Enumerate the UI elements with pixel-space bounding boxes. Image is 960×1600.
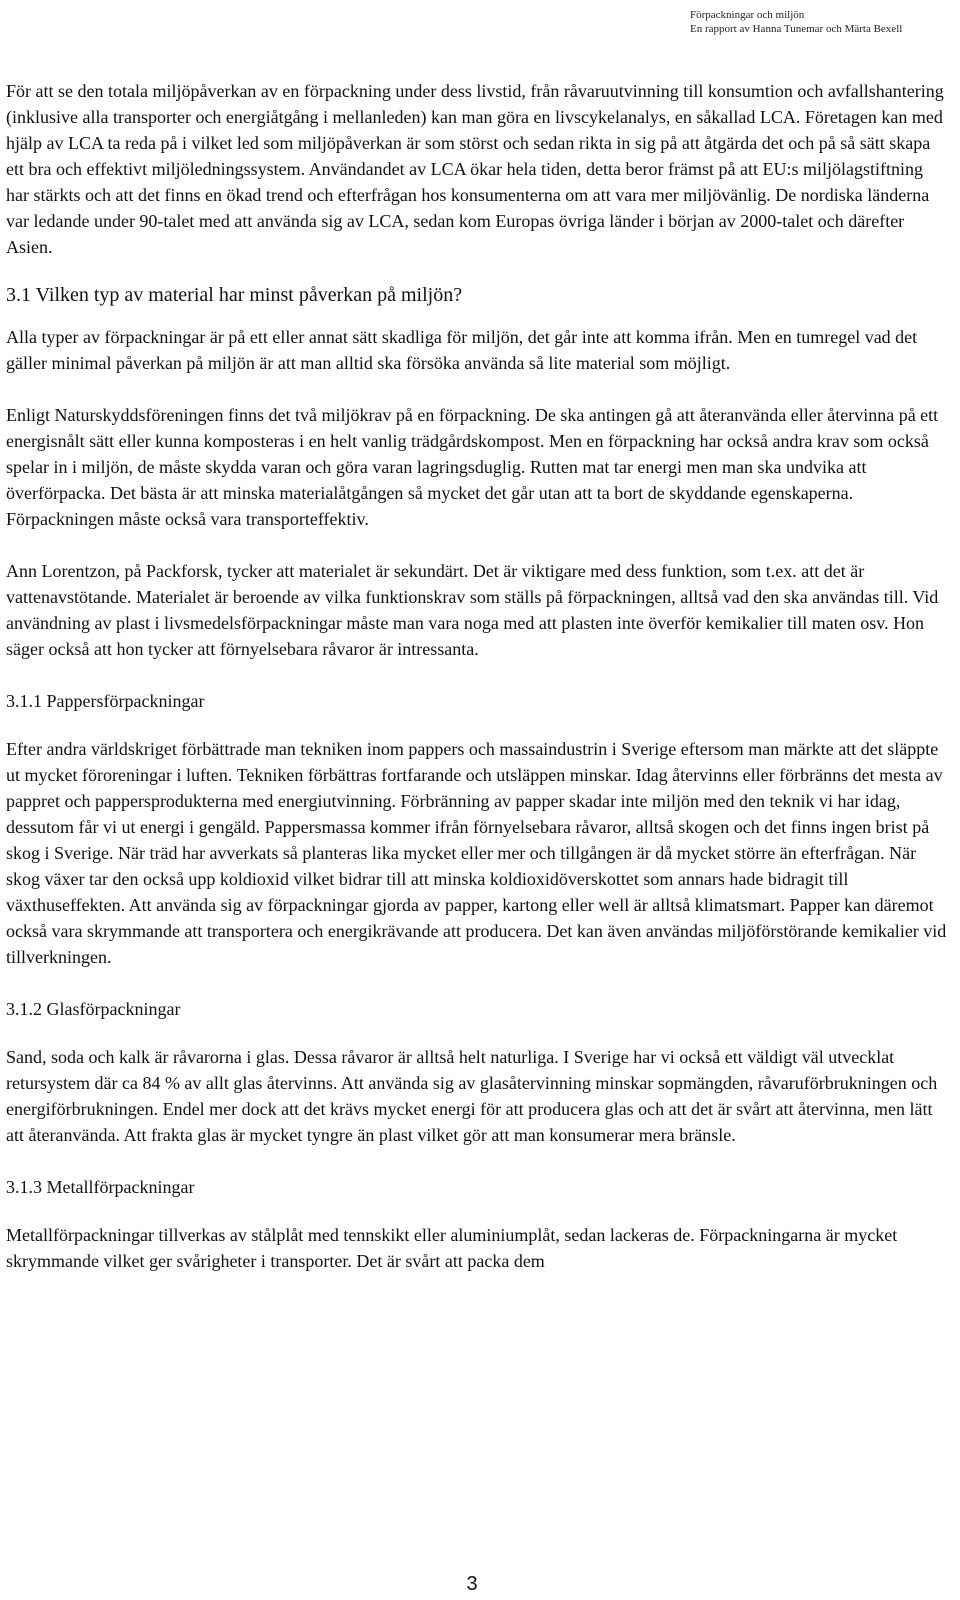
running-header xyxy=(690,8,952,36)
section-heading-3-1-2: 3.1.2 Glasförpackningar xyxy=(6,999,181,1019)
paragraph-ann-lorentzon: Ann Lorentzon, på Packforsk, tycker att materialet är sekundärt. Det är viktigare med dess funktion, som t.ex. att det är vattenavstötande. Materialet är beroende av vilka funktionskrav som ställs på förpackningen, alltså vad den ska användas till. Vid användning av plast i livsmedelsförpackningar måste man vara noga med att plasten inte överför kemikalier till maten osv. Hon säger också att hon tycker att förnyelsebara råvaror är intressanta. xyxy=(6,561,939,659)
paragraph-lca-intro: För att se den totala miljöpåverkan av en förpackning under dess livstid, från råvaruutvinning till konsumtion och avfallshantering (inklusive alla transporter och energiåtgång i mellanleden) kan man göra en livscykelanalys, en såkallad LCA. Företagen kan med hjälp av LCA ta reda på i vilket led som miljöpåverkan är som störst och sedan rikta in sig på att åtgärda det och på så sätt skapa ett bra och effektivt miljöledningssystem. Användandet av LCA ökar hela tiden, detta beror främst på att EU:s miljölagstiftning har stärkts och att det finns en ökad trend och efterfrågan hos konsumenterna om att vara mer miljövänlig. De nordiska länderna var ledande under 90-talet med att använda sig av LCA, sedan kom Europas övriga länder i början av 2000-talet och därefter Asien. xyxy=(6,81,944,257)
section-heading-3-1-3: 3.1.3 Metallförpackningar xyxy=(6,1177,195,1197)
paragraph-paper-packaging: Efter andra världskriget förbättrade man tekniken inom pappers och massaindustrin i Sverige eftersom man märkte att det släppte ut mycket föroreningar i luften. Tekniken förbättras fortfarande och utsläppen minskar. Idag återvinns eller förbränns det mesta av pappret och pappersprodukterna med energiutvinning. Förbränning av papper skadar inte miljön med den teknik vi har idag, dessutom får vi ut energi i gengäld. Pappersmassa kommer ifrån förnyelsebara råvaror, alltså skogen och det finns ingen brist på skog i Sverige. När träd har avverkats så planteras lika mycket eller mer och tillgången är då mycket större än efterfrågan. När skog växer tar den också upp koldioxid vilket bidrar till att minska koldioxidöverskottet som annars hade bidragit till växthuseffekten. Att använda sig av förpackningar gjorda av papper, kartong eller well är alltså klimatsmart. Papper kan däremot också vara skrymmande att transportera och energikrävande att producera. Det kan även användas miljöförstörande kemikalier vid tillverkningen. xyxy=(6,739,947,967)
paragraph-naturskyddsforeningen: Enligt Naturskyddsföreningen finns det två miljökrav på en förpackning. De ska antingen gå att återanvända eller återvinna på ett energisnålt sätt eller kunna komposteras i en helt vanlig trädgårdskompost. Men en förpackning har också andra krav som också spelar in i miljön, de måste skydda varan och göra varan lagringsduglig. Rutten mat tar energi men man ska undvika att överförpacka. Det bästa är att minska materialåtgången så mycket det går utan att ta bort de skyddande egenskaperna. Förpackningen måste också vara transporteffektiv. xyxy=(6,405,939,529)
page-number: 3 xyxy=(466,1573,478,1595)
paragraph-glass-packaging: Sand, soda och kalk är råvarorna i glas. Dessa råvaror är alltså helt naturliga. I Sverige har vi också ett väldigt väl utvecklat retursystem där ca 84 % av allt glas återvinns. Att använda sig av glasåtervinning minskar sopmängden, råvaruförbrukningen och energiförbrukningen. Endel mer dock att det krävs mycket energi för att producera glas och att det är svårt att återvinna, men lätt att återanvända. Att frakta glas är mycket tyngre än plast vilket gör att man konsumerar mera bränsle. xyxy=(6,1047,938,1145)
section-heading-3-1-1: 3.1.1 Pappersförpackningar xyxy=(6,691,205,711)
header-authors: En rapport av Hanna Tunemar och Märta Bexell xyxy=(690,23,903,35)
section-heading-3-1: 3.1 Vilken typ av material har minst påverkan på miljön? xyxy=(6,284,463,306)
document-body xyxy=(6,78,950,1300)
paragraph-metal-packaging: Metallförpackningar tillverkas av stålplåt med tennskikt eller aluminiumplåt, sedan lackeras de. Förpackningarna är mycket skrymmande vilket ger svårigheter i transporter. Det är svårt att packa dem xyxy=(6,1225,898,1271)
header-title: Förpackningar och miljön xyxy=(690,9,805,21)
paragraph-material-types: Alla typer av förpackningar är på ett eller annat sätt skadliga för miljön, det går inte att komma ifrån. Men en tumregel vad det gäller minimal påverkan på miljön är att man alltid ska försöka använda så lite material som möjligt. xyxy=(6,327,918,373)
